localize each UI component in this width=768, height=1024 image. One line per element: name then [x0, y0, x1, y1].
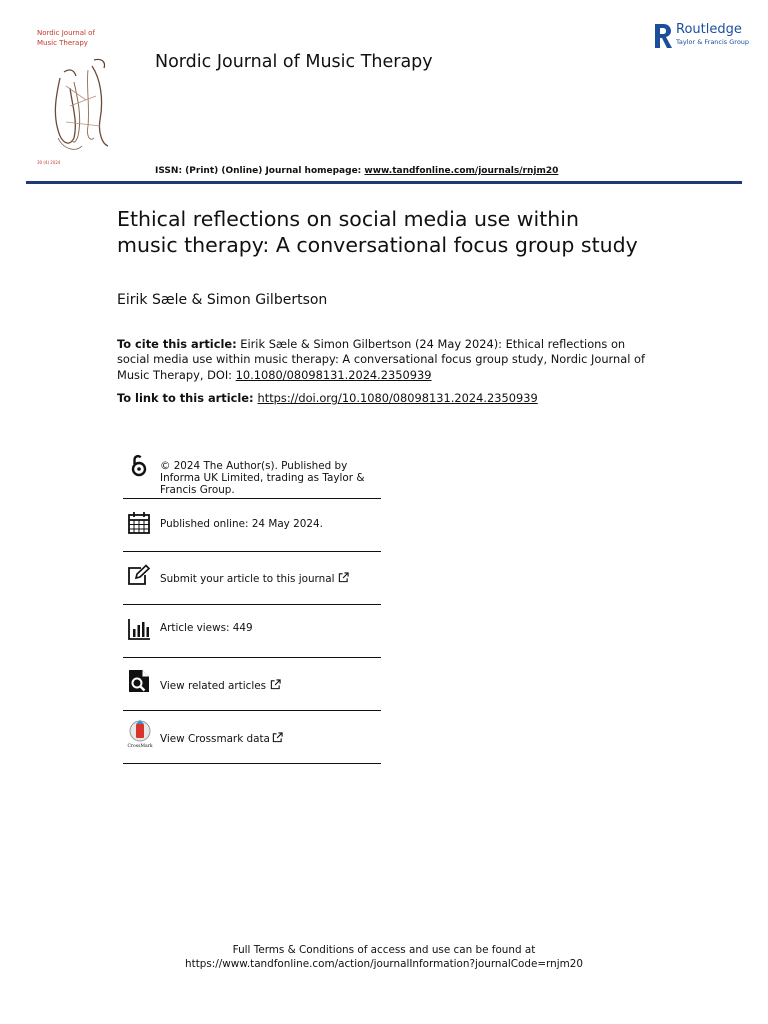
- external-link-icon: [270, 679, 281, 690]
- external-link-icon: [272, 732, 283, 743]
- open-access-row: [123, 450, 381, 499]
- article-views: Article views: 449: [160, 622, 253, 634]
- journal-homepage-link[interactable]: www.tandfonline.com/journals/rnjm20: [364, 166, 559, 176]
- crossmark-icon: [127, 720, 153, 748]
- article-link-label: To link to this article:: [117, 391, 258, 405]
- published-date: Published online: 24 May 2024.: [160, 518, 323, 530]
- external-link-icon: [338, 572, 349, 583]
- open-access-icon: [127, 454, 151, 478]
- views-row: [123, 605, 381, 658]
- citation-label: To cite this article:: [117, 337, 237, 351]
- footer-terms-link[interactable]: https://www.tandfonline.com/action/journalInformation?journalCode=rnjm20: [185, 958, 583, 970]
- header-divider: [26, 181, 742, 184]
- article-title-line1: Ethical reflections on social media use within: [117, 207, 579, 231]
- issn-text: ISSN: (Print) (Online) Journal homepage:: [155, 166, 365, 176]
- article-link-url[interactable]: https://doi.org/10.1080/08098131.2024.2350939: [257, 391, 538, 405]
- related-row[interactable]: [123, 658, 381, 711]
- crossmark-link[interactable]: View Crossmark data: [160, 733, 270, 745]
- publisher-subtitle: Taylor & Francis Group: [676, 38, 750, 46]
- calendar-icon: [127, 511, 151, 535]
- terms-footer: [0, 943, 768, 971]
- submit-link[interactable]: Submit your article to this journal: [160, 573, 335, 585]
- published-row: [123, 499, 381, 552]
- copyright-text: © 2024 The Author(s). Published by Informa UK Limited, trading as Taylor & Francis Group.: [160, 460, 365, 496]
- related-text[interactable]: [160, 679, 281, 692]
- related-articles-link[interactable]: View related articles: [160, 680, 267, 692]
- article-title: [117, 206, 677, 258]
- submit-text[interactable]: [160, 572, 349, 585]
- edit-icon: [127, 564, 151, 588]
- article-title-line2: music therapy: A conversational focus group study: [117, 233, 638, 257]
- citation-block: [117, 337, 657, 383]
- article-link-block: [117, 391, 538, 405]
- bar-chart-icon: [127, 617, 151, 641]
- journal-name: Nordic Journal of Music Therapy: [155, 52, 433, 72]
- crossmark-logo-text: CrossMark: [127, 744, 153, 748]
- article-authors: Eirik Sæle & Simon Gilbertson: [117, 292, 328, 308]
- citation-doi-link[interactable]: 10.1080/08098131.2024.2350939: [235, 367, 432, 382]
- article-info-list: [123, 450, 381, 764]
- citation-text: Eirik Sæle & Simon Gilbertson (24 May 2024): Ethical reflections on social media use within music therapy: A conversational focus group study, Nordic Journal of Music Therapy, DOI:: [117, 337, 645, 382]
- footer-line1: Full Terms & Conditions of access and use can be found at: [232, 944, 536, 956]
- crossmark-row[interactable]: [123, 711, 381, 764]
- submit-row[interactable]: [123, 552, 381, 605]
- publisher-name: Routledge: [676, 22, 742, 37]
- search-document-icon: [127, 669, 151, 693]
- cover-volume: 30 (4) 2024: [37, 160, 61, 165]
- issn-line: [155, 166, 558, 176]
- crossmark-text[interactable]: [160, 732, 283, 745]
- cover-title: Nordic Journal of Music Therapy: [37, 29, 95, 47]
